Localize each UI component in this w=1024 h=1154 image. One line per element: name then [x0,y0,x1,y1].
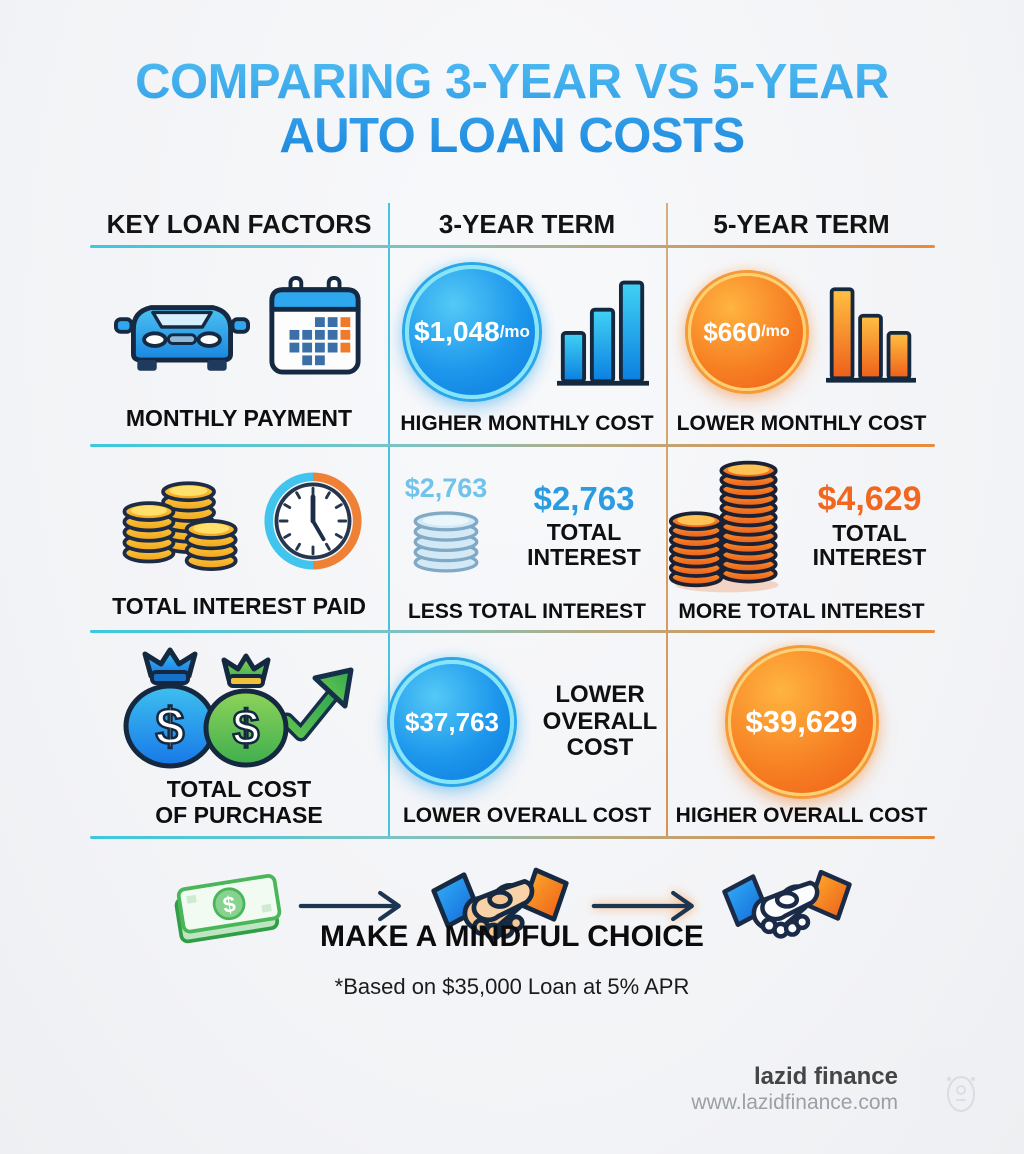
factor-label-total-cost [155,777,322,837]
calendar-icon [266,276,364,383]
headline-make-a-mindful-choice: MAKE A MINDFUL CHOICE [320,920,704,953]
caption-lower-overall-cost: LOWER OVERALL COST [402,804,652,827]
5yr-interest-content [668,452,936,600]
cell-3yr-total-interest [390,452,664,628]
5yr-monthly-content [688,252,916,412]
cell-5yr-monthly-payment [668,252,935,440]
total-cost-5yr-badge: $39,629 [728,648,876,796]
badge-value: $1,048 [414,316,500,347]
svg-text:$: $ [232,702,260,755]
factor-label-line2: OF PURCHASE [155,801,323,828]
3yr-interest-stack-group [404,473,488,579]
factor-label-monthly-payment: MONTHLY PAYMENT [125,405,353,432]
interest-amount: $4,629 [817,479,922,518]
page-title [0,56,1024,164]
interest-amount-label: TOTAL INTEREST [812,519,927,571]
cell-factor-total-cost [90,640,388,832]
badge-value: $660 [703,316,762,347]
svg-text:$: $ [221,890,238,918]
cell-factor-total-interest [90,452,388,628]
svg-text:$: $ [155,698,185,756]
monthly-payment-icons [114,252,364,406]
header-3-year-term: 3-YEAR TERM [438,208,616,239]
3yr-interest-content [404,452,650,600]
cell-5yr-total-interest [668,452,935,628]
5yr-cost-content [728,640,876,804]
cell-3yr-monthly-payment [390,252,664,440]
3yr-monthly-content [405,252,649,412]
3yr-cost-content [390,640,664,804]
caption-more-total-interest: MORE TOTAL INTEREST [678,600,925,623]
caption-less-total-interest: LESS TOTAL INTEREST [407,600,647,623]
brand-name: lazid finance [753,1063,898,1090]
cell-5yr-total-cost [668,640,935,832]
cell-3yr-total-cost [390,640,664,832]
car-icon [114,277,250,382]
bars-up-icon [557,270,649,395]
footnote-loan-basis: *Based on $35,000 Loan at 5% APR [334,974,690,999]
blue-coin-stack-icon [404,508,488,579]
row-divider-2 [90,630,935,633]
caption-higher-overall-cost: HIGHER OVERALL COST [675,804,928,827]
caption-higher-monthly-cost: HIGHER MONTHLY COST [400,412,654,435]
5yr-interest-amount-group [804,479,936,571]
row-divider-header [90,245,935,248]
header-5-year-term: 5-YEAR TERM [713,208,890,239]
total-cost-3yr-badge: $37,763 [390,660,514,784]
stack-amount: $2,763 [404,473,488,503]
interest-amount-label: TOTAL INTEREST [527,519,641,570]
interest-amount: $2,763 [533,480,635,518]
3yr-cost-side-label: LOWER OVERALL COST [542,680,658,762]
clock-icon [263,471,363,576]
page-title-line2: AUTO LOAN COSTS [279,108,745,163]
brand-url: www.lazidfinance.com [691,1091,898,1115]
money-bags-icon [111,640,367,777]
badge-suffix: /mo [499,322,530,341]
brand-logo [920,1048,1002,1136]
orange-coin-stacks-icon [668,453,786,600]
header-key-loan-factors: KEY LOAN FACTORS [106,208,372,239]
monthly-payment-3yr-badge [405,265,539,399]
gold-coins-icon [115,463,247,584]
caption-lower-monthly-cost: LOWER MONTHLY COST [676,412,927,435]
badge-suffix: /mo [761,323,790,340]
page-title-line1: COMPARING 3-YEAR VS 5-YEAR [135,55,889,109]
row-divider-1 [90,444,935,447]
factor-label-line1: TOTAL COST [166,776,312,802]
3yr-interest-amount-group [518,482,650,569]
cell-factor-monthly-payment [90,252,388,440]
total-cost-icons [111,640,367,777]
total-interest-icons [115,452,363,594]
factor-label-total-interest: TOTAL INTEREST PAID [112,593,366,620]
footer-brand-block [691,1063,898,1116]
bars-down-icon [826,273,916,392]
monthly-payment-5yr-badge [688,273,806,391]
